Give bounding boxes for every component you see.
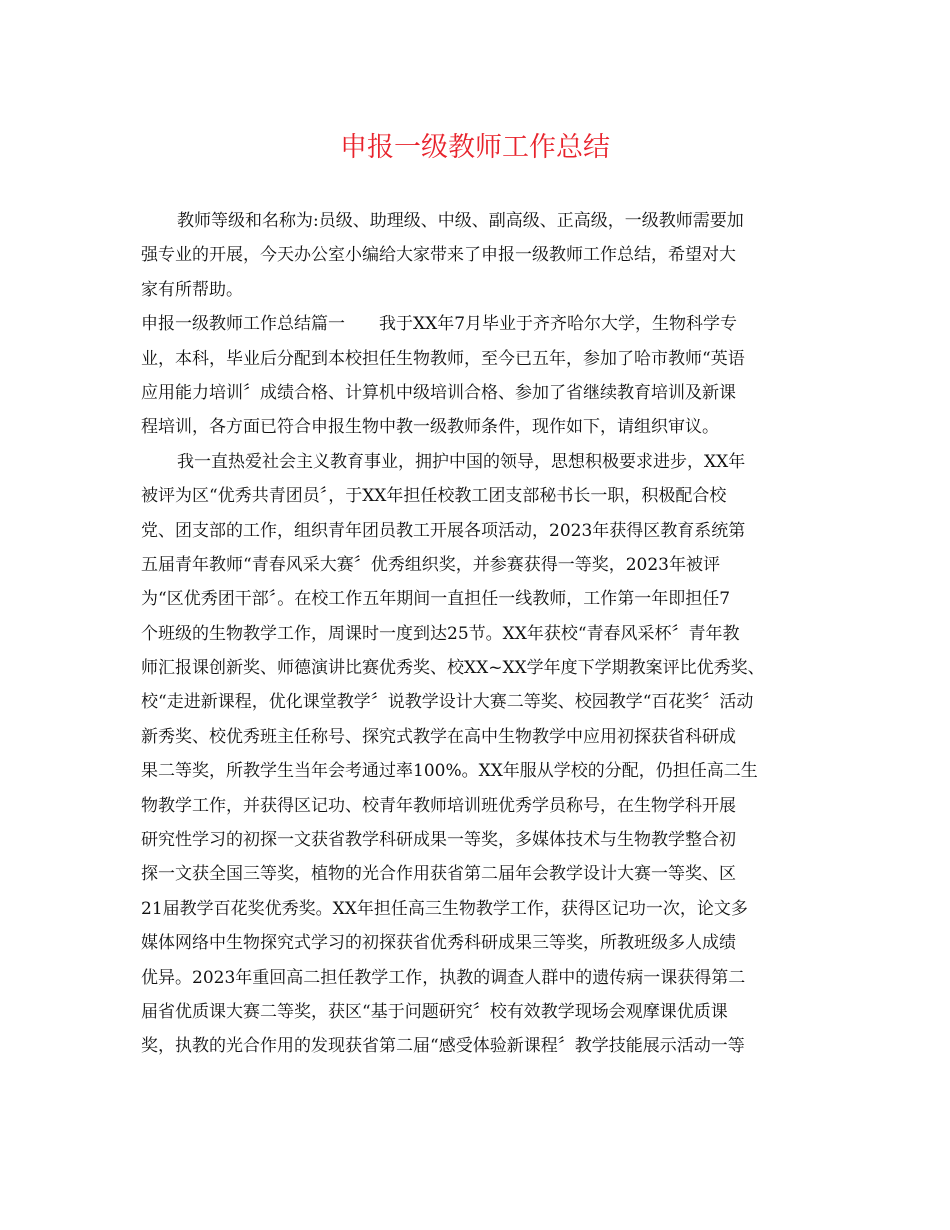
text-line: 届省优质课大赛二等奖，获区“基于问题研究〞校有效教学现场会观摩课优质课 bbox=[141, 1001, 728, 1022]
text-line: 申报一级教师工作总结篇一 我于XX年7月毕业于齐齐哈尔大学，生物科学专 bbox=[141, 314, 738, 335]
text-line: 应用能力培训〞成绩合格、计算机中级培训合格、参加了省继续教育培训及新课 bbox=[141, 382, 736, 403]
text-line: 物教学工作，并获得区记功、校青年教师培训班优秀学员称号，在生物学科开展 bbox=[141, 795, 736, 816]
text-line: 强专业的开展，今天办公室小编给大家带来了申报一级教师工作总结，希望对大 bbox=[141, 245, 736, 266]
text-line: 个班级的生物教学工作，周课时一度到达25节。XX年获校“青春风采杯〞青年教 bbox=[141, 623, 740, 644]
document-body bbox=[141, 204, 811, 1064]
text-line: 党、团支部的工作，组织青年团员教工开展各项活动，2023年获得区教育系统第 bbox=[141, 520, 746, 541]
text-line: 五届青年教师“青春风采大赛〞优秀组织奖，并参赛获得一等奖，2023年被评 bbox=[141, 554, 720, 575]
text-line: 研究性学习的初探一文获省教学科研成果一等奖，多媒体技术与生物教学整合初 bbox=[141, 830, 736, 851]
text-line: 程培训，各方面已符合申报生物中教一级教师条件，现作如下，请组织审议。 bbox=[141, 417, 719, 438]
text-line: 奖，执教的光合作用的发现获省第二届“感受体验新课程〞教学技能展示活动一等 bbox=[141, 1036, 745, 1057]
text-line: 我一直热爱社会主义教育事业，拥护中国的领导，思想积极要求进步，XX年 bbox=[177, 451, 746, 472]
text-line: 师汇报课创新奖、师德演讲比赛优秀奖、校XX~XX学年度下学期教案评比优秀奖、 bbox=[141, 658, 765, 679]
text-line: 家有所帮助。 bbox=[141, 279, 243, 300]
text-line: 媒体网络中生物探究式学习的初探获省优秀科研成果三等奖，所教班级多人成绩 bbox=[141, 933, 736, 954]
text-line: 校“走进新课程，优化课堂教学〞说教学设计大赛二等奖、校园教学“百花奖〞活动 bbox=[141, 692, 754, 713]
text-line: 被评为区“优秀共青团员〞，于XX年担任校教工团支部秘书长一职，积极配合校 bbox=[141, 486, 727, 507]
text-line: 优异。2023年重回高二担任教学工作，执教的调查人群中的遗传病一课获得第二 bbox=[141, 967, 746, 988]
text-line: 教师等级和名称为:员级、助理级、中级、副高级、正高级，一级教师需要加 bbox=[177, 211, 744, 231]
text-line: 新秀奖、校优秀班主任称号、探究式教学在高中生物教学中应用初探获省科研成 bbox=[141, 726, 736, 747]
text-line: 果二等奖，所教学生当年会考通过率100%。XX年服从学校的分配，仍担任高二生 bbox=[141, 761, 758, 782]
text-line: 探一文获全国三等奖，植物的光合作用获省第二届年会教学设计大赛一等奖、区 bbox=[141, 864, 736, 885]
text-line: 业，本科，毕业后分配到本校担任生物教师，至今已五年，参加了哈市教师“英语 bbox=[141, 348, 745, 369]
text-line: 为“区优秀团干部〞。在校工作五年期间一直担任一线教师，工作第一年即担任7 bbox=[141, 589, 731, 610]
text-line: 21届教学百花奖优秀奖。XX年担任高三生物教学工作，获得区记功一次，论文多 bbox=[141, 898, 748, 919]
document-title: 申报一级教师工作总结 bbox=[340, 132, 610, 163]
